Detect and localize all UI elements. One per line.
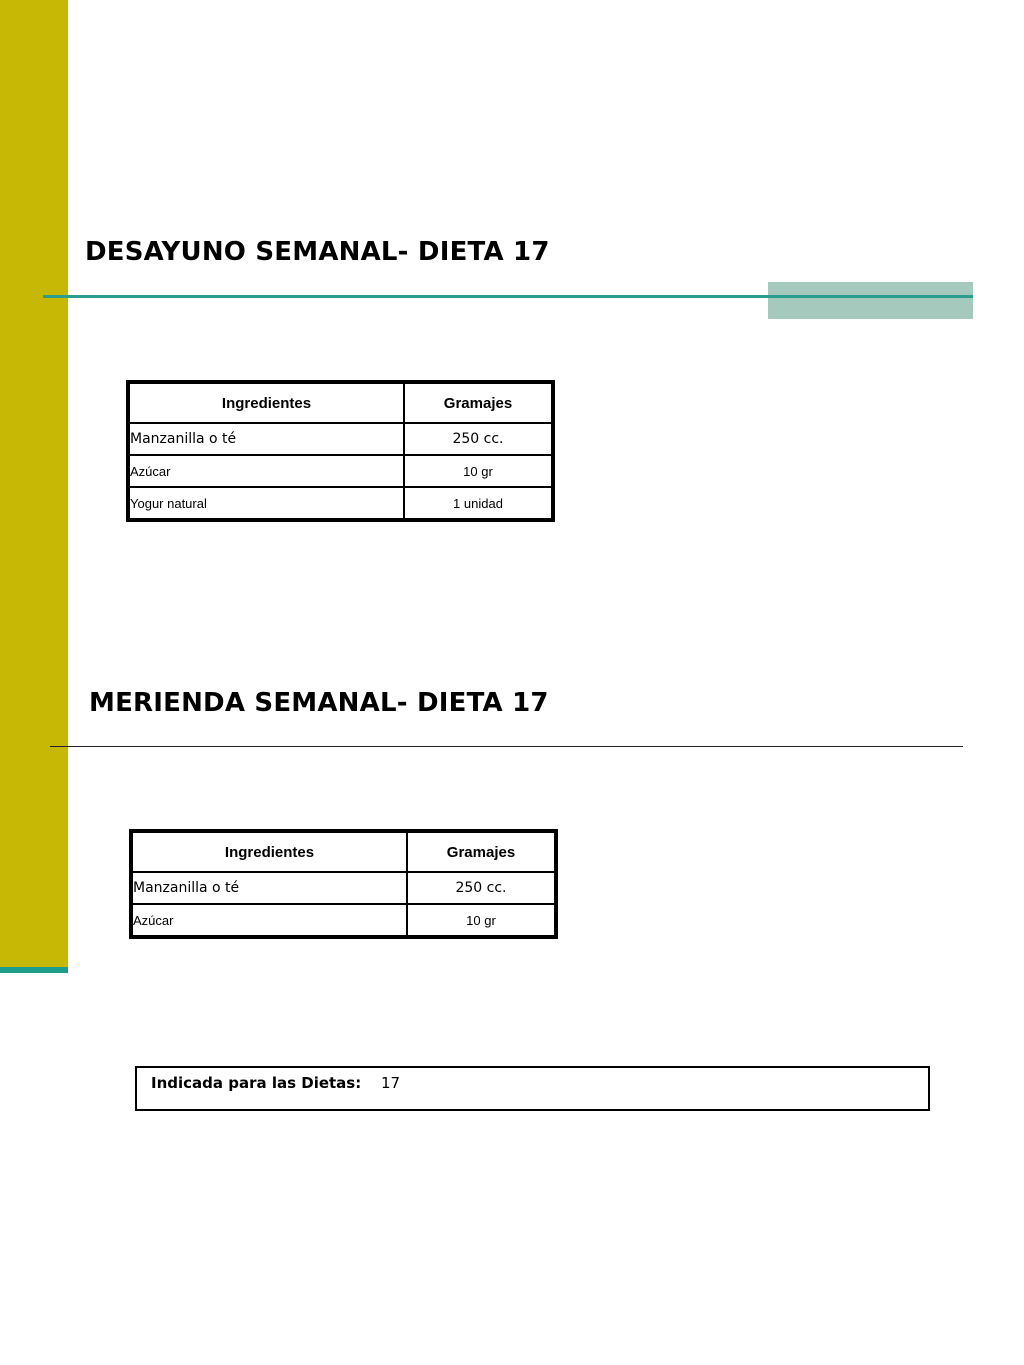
title-divider	[43, 295, 973, 298]
ingredient-cell: Manzanilla o té	[131, 872, 407, 904]
snack-table	[129, 829, 558, 939]
table-header-row	[131, 831, 556, 872]
ingredient-cell: Manzanilla o té	[128, 423, 404, 455]
ingredient-cell: Yogur natural	[128, 487, 404, 520]
title-accent-block	[768, 282, 973, 319]
column-header-amounts: Gramajes	[407, 831, 556, 872]
column-header-ingredients: Ingredientes	[131, 831, 407, 872]
column-header-ingredients: Ingredientes	[128, 382, 404, 423]
breakfast-title: DESAYUNO SEMANAL- DIETA 17	[85, 237, 550, 267]
table-header-row	[128, 382, 553, 423]
breakfast-table	[126, 380, 555, 522]
table-row	[128, 487, 553, 520]
sidebar-bar-footer	[0, 967, 68, 973]
amount-cell: 10 gr	[407, 904, 556, 937]
column-header-amounts: Gramajes	[404, 382, 553, 423]
section-divider	[50, 746, 963, 747]
table-row	[128, 423, 553, 455]
amount-cell: 250 cc.	[407, 872, 556, 904]
snack-title: MERIENDA SEMANAL- DIETA 17	[89, 688, 549, 718]
ingredient-cell: Azúcar	[128, 455, 404, 487]
table-row	[131, 872, 556, 904]
amount-cell: 250 cc.	[404, 423, 553, 455]
indicated-diets-label: Indicada para las Dietas:	[151, 1074, 362, 1092]
indicated-diets-box	[135, 1066, 930, 1111]
amount-cell: 10 gr	[404, 455, 553, 487]
sidebar-bar	[0, 0, 68, 967]
ingredient-cell: Azúcar	[131, 904, 407, 937]
table-row	[128, 455, 553, 487]
table-row	[131, 904, 556, 937]
amount-cell: 1 unidad	[404, 487, 553, 520]
indicated-diets-value: 17	[381, 1074, 401, 1092]
